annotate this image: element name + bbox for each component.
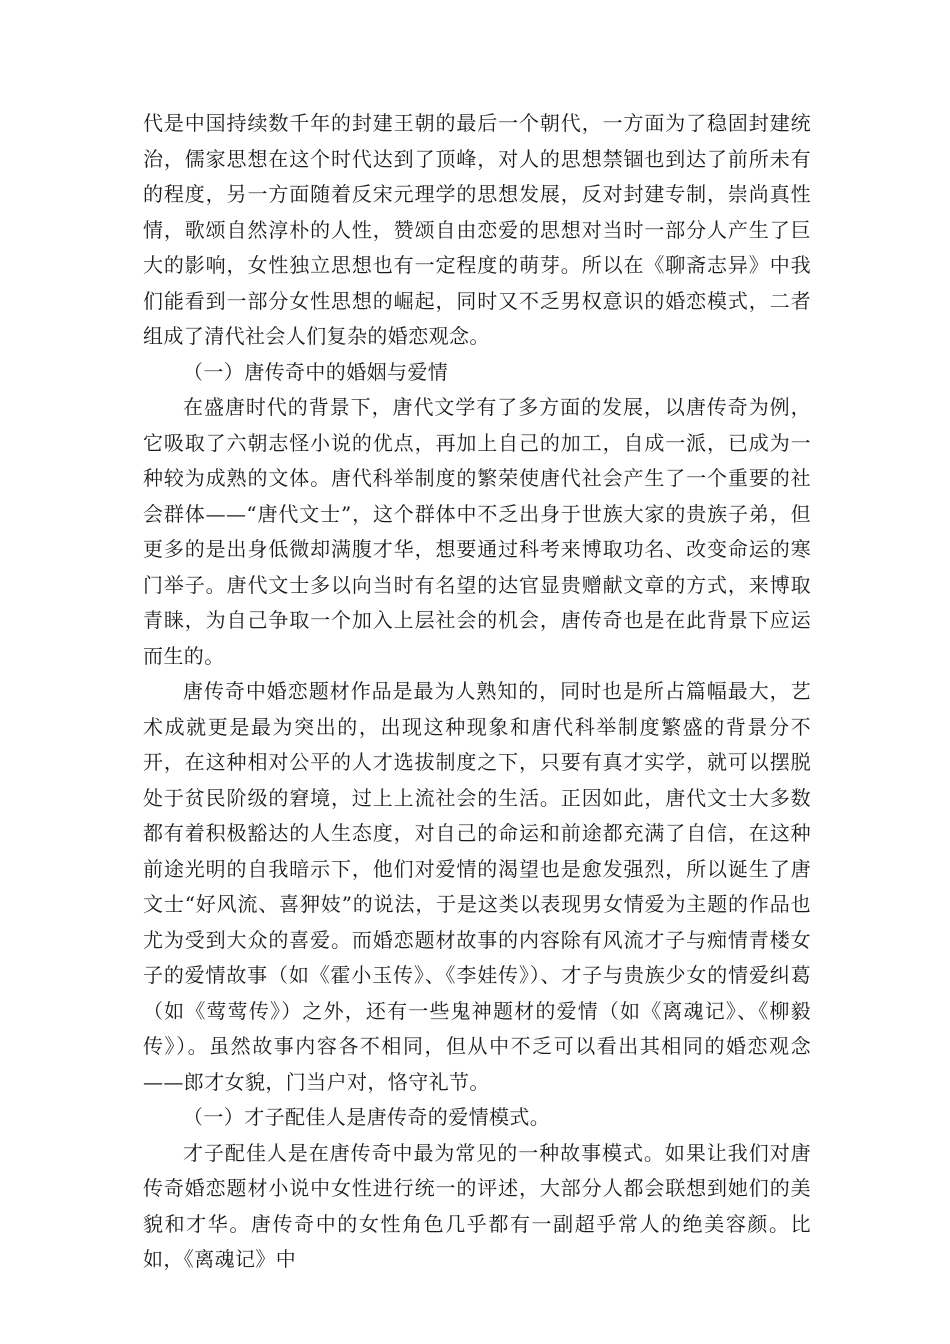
section-heading-tang-marriage-love: （一）唐传奇中的婚姻与爱情 bbox=[183, 359, 449, 384]
body-text bbox=[143, 106, 811, 1278]
paragraph-intro-continued: 代是中国持续数千年的封建王朝的最后一个朝代，一方面为了稳固封建统治，儒家思想在这个时代达到了顶峰，对人的思想禁锢也到达了前所未有的程度，另一方面随着反宋元理学的思想发展，反对封建专制，崇尚真性情，歌颂自然淳朴的人性，赞颂自由恋爱的思想对当时一部分人产生了巨大的影响，女性独立思想也有一定程度的萌芽。所以在《聊斋志异》中我们能看到一部分女性思想的崛起，同时又不乏男权意识的婚恋模式，二者组成了清代社会人们复杂的婚恋观念。 bbox=[143, 111, 811, 348]
paragraph-scholar-beauty-model: 才子配佳人是在唐传奇中最为常见的一种故事模式。如果让我们对唐传奇婚恋题材小说中女性进行统一的评述，大部分人都会联想到她们的美貌和才华。唐传奇中的女性角色几乎都有一副超乎常人的绝美容颜。比如，《离魂记》中 bbox=[143, 1140, 811, 1271]
paragraph-tang-romance-themes: 唐传奇中婚恋题材作品是最为人熟知的，同时也是所占篇幅最大，艺术成就更是最为突出的，出现这种现象和唐代科举制度繁盛的背景分不开，在这种相对公平的人才选拔制度之下，只要有真才实学，就可以摆脱处于贫民阶级的窘境，过上上流社会的生活。正因如此，唐代文士大多数都有着积极豁达的人生态度，对自己的命运和前途都充满了自信，在这种前途光明的自我暗示下，他们对爱情的渴望也是愈发强烈，所以诞生了唐文士“好风流、喜狎妓”的说法，于是这类以表现男女情爱为主题的作品也尤为受到大众的喜爱。而婚恋题材故事的内容除有风流才子与痴情青楼女子的爱情故事（如《霍小玉传》、《李娃传》）、才子与贵族少女的情爱纠葛（如《莺莺传》）之外，还有一些鬼神题材的爱情（如《离魂记》、《柳毅传》）。虽然故事内容各不相同，但从中不乏可以看出其相同的婚恋观念——郎才女貌，门当户对，恪守礼节。 bbox=[143, 679, 811, 1094]
subsection-heading-scholar-beauty: （一）才子配佳人是唐传奇的爱情模式。 bbox=[183, 1105, 551, 1129]
paragraph-tang-background: 在盛唐时代的背景下，唐代文学有了多方面的发展，以唐传奇为例，它吸取了六朝志怪小说的优点，再加上自己的加工，自成一派，已成为一种较为成熟的文体。唐代科举制度的繁荣使唐代社会产生了一个重要的社会群体——“唐代文士”，这个群体中不乏出身于世族大家的贵族子弟，但更多的是出身低微却满腹才华，想要通过科考来博取功名、改变命运的寒门举子。唐代文士多以向当时有名望的达官显贵赠献文章的方式，来博取青睐，为自己争取一个加入上层社会的机会，唐传奇也是在此背景下应运而生的。 bbox=[143, 395, 811, 668]
